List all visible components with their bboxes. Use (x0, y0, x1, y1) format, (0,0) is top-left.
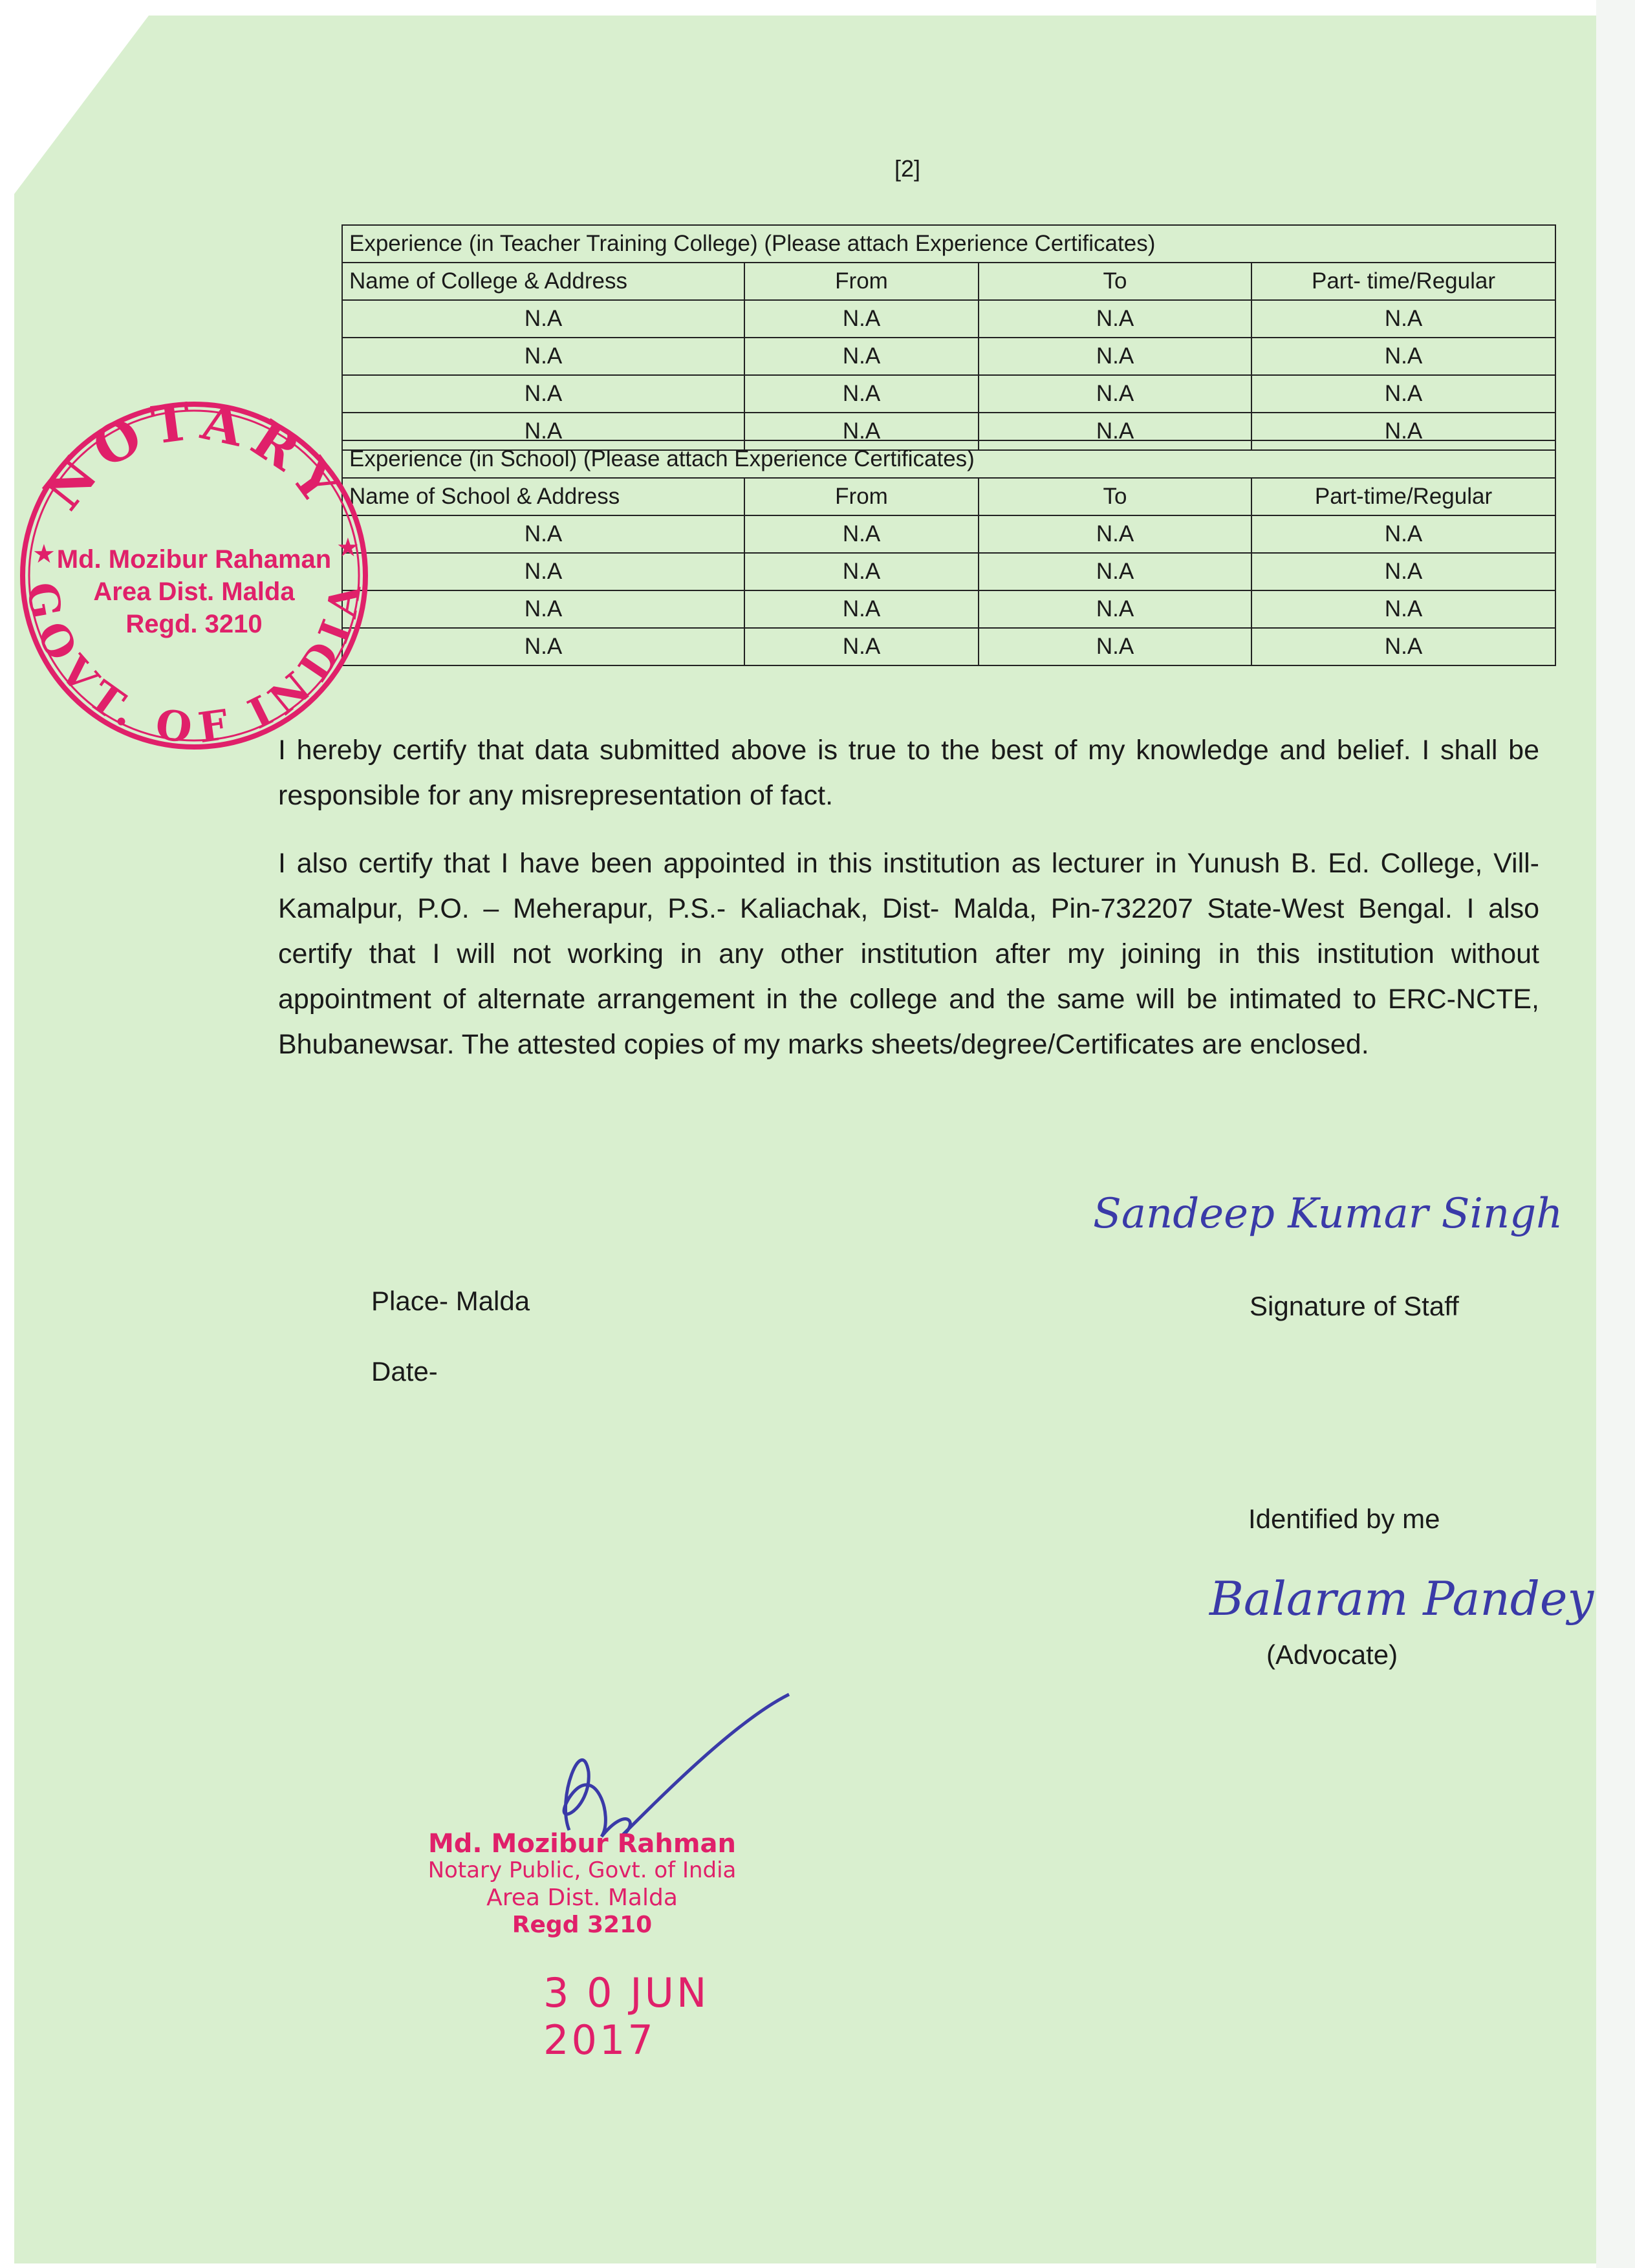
table-row (342, 553, 1555, 590)
stamp-title: Notary Public, Govt. of India (428, 1857, 737, 1883)
certification-paragraph-1: I hereby certify that data submitted above is true to the best of my knowledge and belief. I shall be responsible for any misrepresentation of fact. (278, 735, 1539, 811)
table-cell: N.A (342, 628, 744, 665)
table-row (342, 628, 1555, 665)
table-cell: N.A (979, 515, 1251, 553)
table-cell: N.A (342, 375, 744, 413)
column-header: Part- time/Regular (1251, 263, 1555, 300)
table-cell: N.A (342, 338, 744, 375)
table-cell: N.A (1251, 628, 1555, 665)
table-cell: N.A (979, 338, 1251, 375)
notary-seal (13, 394, 375, 757)
table-row (342, 300, 1555, 338)
table-cell: N.A (979, 375, 1251, 413)
teacher-training-experience-table (341, 224, 1556, 451)
table-row (342, 515, 1555, 553)
seal-regd: Regd. 3210 (125, 610, 263, 638)
table-cell: N.A (744, 515, 979, 553)
place-label: Place- Malda (371, 1286, 530, 1316)
stamp-area: Area Dist. Malda (486, 1885, 678, 1911)
table-cell: N.A (1251, 338, 1555, 375)
table-row (342, 590, 1555, 628)
staff-signature: Sandeep Kumar Singh (1093, 1190, 1563, 1238)
column-header: Name of School & Address (342, 478, 744, 515)
seal-top-arc: NOTARY (32, 394, 356, 521)
table-cell: N.A (1251, 413, 1555, 450)
certification-paragraph-2: I also certify that I have been appointed in this institution as lecturer in Yunush B. Ed. College, Vill- Kamalpur, P.O. – Meherapur, P.S.- Kaliachak, Dist- Malda, Pin-732207 State-West Bengal. I also certify that I will not working in any other institution after my joining in this institution without appointment of alternate arrangement in the college and the same will be intimated to ERC-NCTE, Bhubanewsar. The attested copies of my marks sheets/degree/Certificates are enclosed. (278, 848, 1539, 1060)
advocate-label: (Advocate) (1266, 1639, 1398, 1670)
table-cell: N.A (342, 413, 744, 450)
star-icon: ★ (336, 534, 360, 562)
table-row (342, 375, 1555, 413)
column-header: Part-time/Regular (1251, 478, 1555, 515)
table-cell: N.A (342, 553, 744, 590)
identified-by-label: Identified by me (1248, 1504, 1440, 1534)
date-label: Date- (371, 1356, 438, 1387)
table-cell: N.A (744, 590, 979, 628)
table-cell: N.A (979, 553, 1251, 590)
stamp-date: 3 0 JUN 2017 (543, 1969, 709, 2064)
table-cell: N.A (1251, 515, 1555, 553)
table-title: Experience (in Teacher Training College) (Please attach Experience Certificates) (342, 225, 1555, 263)
table-cell: N.A (1251, 375, 1555, 413)
table-cell: N.A (744, 413, 979, 450)
column-header: From (744, 478, 979, 515)
school-experience-table (341, 440, 1556, 666)
column-header: From (744, 263, 979, 300)
page-edge (1596, 0, 1635, 2268)
table-cell: N.A (979, 300, 1251, 338)
seal-area: Area Dist. Malda (93, 578, 295, 606)
table-cell: N.A (1251, 553, 1555, 590)
page-number: [2] (894, 155, 921, 182)
table-cell: N.A (342, 515, 744, 553)
table-row (342, 338, 1555, 375)
table-cell: N.A (744, 375, 979, 413)
table-cell: N.A (744, 300, 979, 338)
table-cell: N.A (979, 628, 1251, 665)
table-cell: N.A (979, 413, 1251, 450)
stamp-regd: Regd 3210 (512, 1912, 653, 1938)
table-cell: N.A (744, 553, 979, 590)
table-cell: N.A (342, 300, 744, 338)
column-header: To (979, 263, 1251, 300)
seal-bottom-arc: GOVT. OF INDIA (16, 579, 371, 753)
table-title: Experience (in School) (Please attach Experience Certificates) (342, 440, 1555, 478)
table-cell: N.A (1251, 300, 1555, 338)
column-header: Name of College & Address (342, 263, 744, 300)
table-cell: N.A (979, 590, 1251, 628)
table-cell: N.A (744, 338, 979, 375)
star-icon: ★ (32, 540, 56, 568)
table-cell: N.A (744, 628, 979, 665)
seal-name: Md. Mozibur Rahaman (56, 545, 332, 574)
signature-of-staff-label: Signature of Staff (1250, 1291, 1459, 1321)
table-cell: N.A (342, 590, 744, 628)
column-header: To (979, 478, 1251, 515)
advocate-signature: Balaram Pandey (1209, 1571, 1594, 1626)
stamp-name: Md. Mozibur Rahman (428, 1829, 736, 1859)
table-cell: N.A (1251, 590, 1555, 628)
